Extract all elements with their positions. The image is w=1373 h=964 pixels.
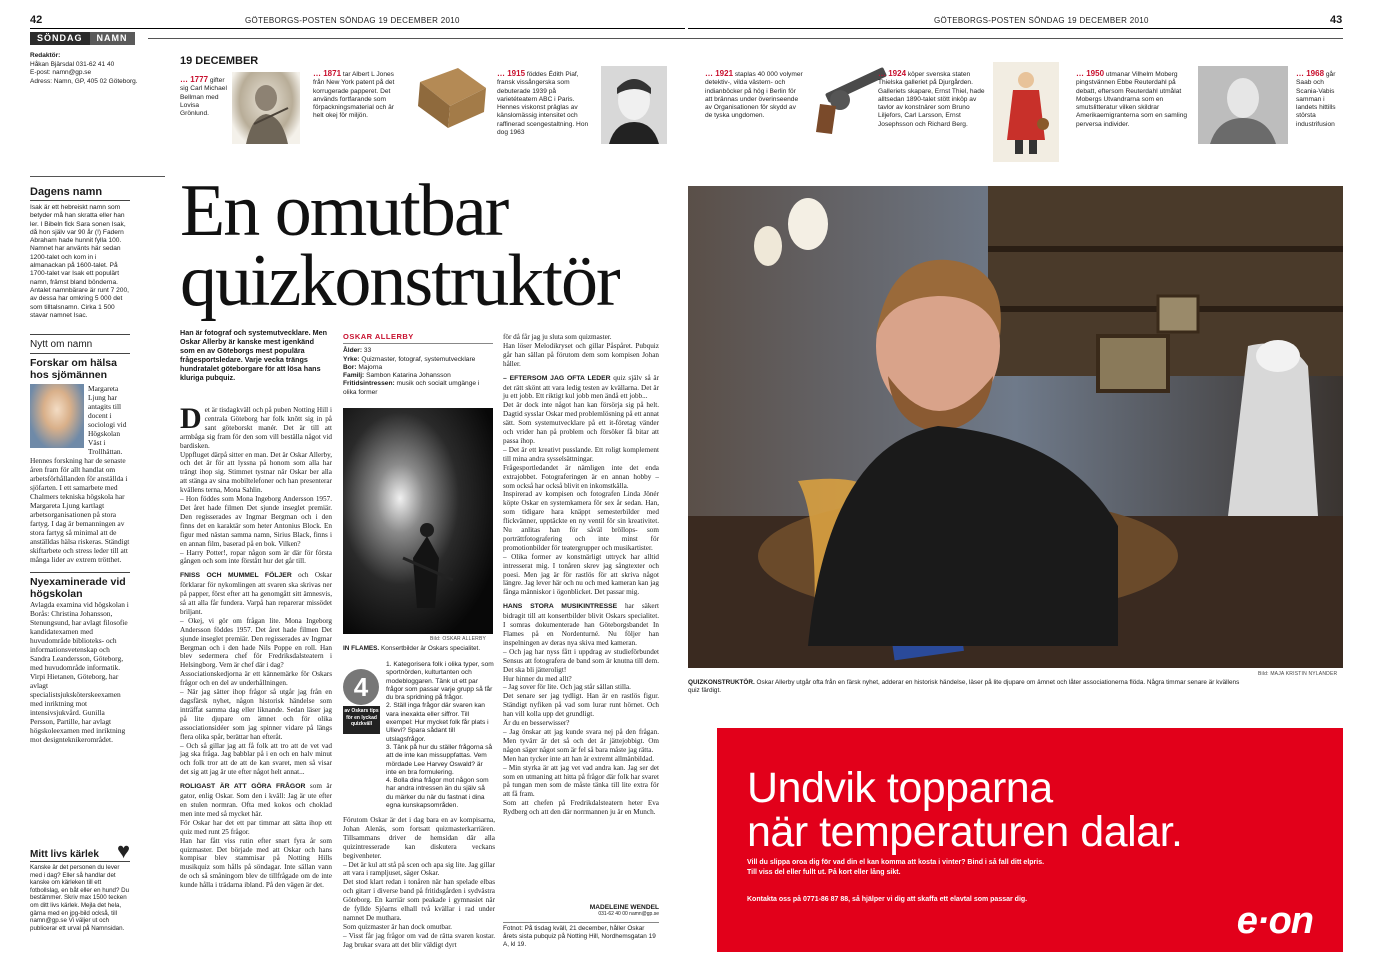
karlek-box: [30, 838, 130, 932]
piaf-portrait: [601, 66, 667, 144]
history-item: … 1871 tar Albert L Jones från New York patent på det korrugerade papperet. Det används fortfarande som förpackningsmaterial och är helt okej för miljön.: [313, 69, 395, 120]
editor-name: Håkan Bjärsdal 031-62 41 40: [30, 60, 115, 68]
article-column-1: D et är tisdagkväll och på puben Notting Hill i centrala Göteborg har folk knôtt sig in på sant göteborskt manér. Det är till att armbåga sig fram för den som vill beställa något vid bardisken. Uppfluget därpå sitter en man. Det är Oskar Allerby, och det är för att lyssna på honom som alla har trängt ihop sig. Stimmet tystnar när Oskar ber alla att stänga av sina mobiltelefoner och han presenterar kvällens terna, Mona Sahlin. – Hon föddes som Mona Ingeborg Andersson 1957. Det året hade filmen Det sjunde inseglet premiär. Den regisserades av Ingmar Bergman och i den finns det en karaktär som heter Antonius Block. En figur med nästan samma namn, Sirius Black, finns i en annan film, baserad på en bok. Vilken? – Harry Potter!, ropar någon som är där för första gången och som inte förstått hur det går till. FNISS OCH MUMMEL FÖLJER och Oskar förklarar för nykomlingen att svaren ska skrivas ner på papper, först efter att ha genomgått sitt ämnesvis, så att alla får fundera. Varpå han reparerar missödet briljant. – Okej, vi gör om frågan lite. Mona Ingeborg Andersson föddes 1957. Det året hade filmen Det sjunde inseglet premiär. Den regisserades av Ingmar Bergman och i den hade Nils Poppe en roll. Han blev sedermera chef för Fredriksdalsteatern i Helsingborg. Vem är chef där i dag? Associationskedjorna är ett kännemärke för Oskars frågor och en del av underhållningen. – När jag sätter ihop frågor så utgår jag från en dagsfärsk nyhet, någon historisk händelse som inträffat samma dag eller liknande. Sedan läser jag på lite djupare om ämnet och för olika associationsidéer som jag spinner vidare på längs flera olika spår, berättar han efteråt. – Och så gillar jag att få folk att tro att de vet vad jag ska fråga. Jag babblar på i en och en halv minut och folk tror att de att de kan svaret, men så visar det sig att jag är ute efter något helt annat... ROLIGAST ÄR ATT GÖRA FRÅGOR som är gator, enlig Oskar. Som den i kväll: Jag är ute efter en stulen normran. Ofta med kokos och choklad men inte med så mycket här. För Oskar har det ett par timmar att sätta ihop ett quiz med runt 25 frågor. Han har fått viss rutin efter snart fyra år som quizmaster. Det började med att Oskar och hans kompisar blev stammisar på Notting Hills musikquiz som hålls på söndagar. Inte sällan vann de och så småningom blev de tillfrågade om de inte kunde hålla i trädarna ibland. På den vägen är det.: [180, 402, 333, 890]
eon-advertisement[interactable]: [717, 728, 1343, 952]
article-headline: En omutbar quizkonstruktör: [180, 170, 619, 322]
right-running-head: GÖTEBORGS-POSTEN SÖNDAG 19 DECEMBER 2010: [934, 16, 1149, 25]
left-column: [30, 186, 130, 744]
main-photo: [688, 186, 1343, 668]
section-sondag: SÖNDAG: [30, 32, 90, 45]
nytt-text: Margareta Ljung har antagits till docent i sociologi vid Högskolan Väst i Trollhättan. Hennes forskning har de senaste åren fram för allt handlat om arbetsförhållanden för anställda i sjöfarten. I ett samarbete med Chalmers tekniska högskola har Margareta Ljung kartlagt arbetsorganisationen på stora fartyg. I dag är bemanningen av stora fartyg så minimal att de anställdas hälsa riskeras. Ständigt skiftarbete och stress leder till att många lider av extrem trötthet.: [30, 384, 130, 565]
main-photo-credit: Bild: MAJA KRISTIN NYLANDER: [1258, 671, 1338, 677]
nyex-title: Nyexaminerade vid högskolan: [30, 576, 126, 601]
tips-number: 4: [343, 669, 379, 705]
history-item: … 1950 utmanar Vilhelm Moberg pingstvännen Ebbe Reuterdahl på debatt, eftersom Reuterdahl utmålat Mobergs Utvandrarna som en smutslitteratur vilken skildrar Amerikaemigranterna som en samling perversa individer.: [1076, 69, 1188, 128]
subhead: FNISS OCH MUMMEL FÖLJER: [180, 572, 292, 580]
nyex-text: Avlagda examina vid högskolan i Borås: Christina Johansson, Stenungsund, har avlagt filosofie kandidatexamen med huvudområde biblioteks- och informationsvetenskap och Sandra Leandersson, Göteborg, med huvudområde informatik. Virpi Hietanen, Göteborg, har avlagt specialistsjuksköterskeexamen med inriktning mot intensivsjukvård. Gunilla Persson, Partille, har avlagt högskoleexamen med inriktning mot designteknikerområdet.: [30, 600, 129, 745]
section-rule: [148, 38, 1343, 39]
dagens-namn-title: Dagens namn: [30, 186, 103, 198]
editor-address: Adress: Namn, GP, 405 02 Göteborg.: [30, 77, 138, 85]
history-item: … 1921 staplas 40 000 volymer detektiv-, vilda västern- och indianböcker på hög i Berlin för att brännas under överinseende av Organisationen för skydd av de tyska ungdomen.: [705, 69, 803, 120]
drop-cap: D: [180, 402, 202, 435]
nytt-title: Forskar om hälsa hos sjömännen: [30, 357, 117, 382]
karlek-title: Mitt livs kärlek: [30, 849, 99, 860]
top-rule-right: [688, 28, 1343, 29]
ad-headline: Undvik topparna när temperaturen dalar.: [747, 764, 1183, 856]
subhead: ROLIGAST ÄR ATT GÖRA FRÅGOR: [180, 783, 306, 791]
fact-head: OSKAR ALLERBY: [343, 333, 493, 344]
left-running-head: GÖTEBORGS-POSTEN SÖNDAG 19 DECEMBER 2010: [245, 16, 460, 25]
tips-list: 1. Kategorisera folk i olika typer, som sportnörden, kulturtanten och modebloggaren. Tänk ut ett par frågor som passar varje grupp så får du bra spridning på frågor. 2. Ställ inga frågor där svaren kan vara inexakta eller siffror. Till exempel: Hur mycket folk får plats i Ullevi? Spara sådant till utslagsfrågor. 3. Tänk på hur du ställer frågorna så att de inte kan missuppfattas. Vem mördade Lee Harvey Oswald? är inte en bra formulering. 4. Bolla dina frågor mot någon som har andra intressen än du själv så du märker du när du fastnat i dina egna kunskapsområden.: [386, 661, 494, 810]
moberg-portrait: [1198, 66, 1288, 144]
history-item: … 1777 gifter sig Carl Michael Bellman med Lovisa Grönlund.: [180, 75, 227, 118]
heart-icon: ♥: [116, 838, 130, 863]
carl-larsson-painting: [993, 62, 1059, 162]
subhead: HANS STORA MUSIKINTRESSE: [503, 603, 618, 611]
ad-body: Vill du slippa oroa dig för vad din el kan komma att kosta i vinter? Bind i så fall ditt elpris. Till viss del eller fullt ut. På kort eller lång sikt.: [747, 859, 1045, 876]
history-item: … 1924 köper svenska staten Thielska galleriet på Djurgården. Galleriets skapare, Ernst Thiel, hade alltsedan 1890-talet stött inköp av tavlor av konstnärer som Bruno Liljefors, Carl Larsson, Ernst Josephsson och Richard Berg.: [878, 69, 985, 128]
main-photo-caption: QUIZKONSTRUKTÖR. Oskar Allerby utgår ofta från en färsk nyhet, adderar en historisk händelse, läser på lite djupare om ämnet och låter associationerna flöda. Några timmar senare är kvällens quiz färdigt.: [688, 679, 1240, 694]
eon-logo: e·on: [1236, 900, 1313, 942]
history-year: … 1777: [180, 75, 209, 84]
byline-name: MADELEINE WENDEL: [589, 904, 659, 911]
concert-photo: [343, 408, 493, 634]
editor-box: [30, 52, 170, 86]
strip-rule: [30, 176, 165, 177]
right-page-number: 43: [1330, 14, 1343, 26]
subhead: – EFTERSOM JAG OFTA LEDER: [503, 374, 611, 382]
docent-photo: [30, 384, 84, 448]
byline-contact: 031-62 40 00 namn@gp.se: [598, 911, 659, 917]
ad-contact: Kontakta oss på 0771-86 87 88, så hjälper vi dig att skaffa ett elavtal som passar dig.: [747, 896, 1028, 903]
editor-email: E-post: namn@gp.se: [30, 69, 92, 76]
concert-caption: IN FLAMES. Konsertbilder är Oskars specialitet.: [343, 645, 481, 652]
tips-label: av Oskars tips för en lyckad quizkväll: [343, 706, 380, 734]
section-namn: NAMN: [90, 32, 135, 45]
section-tag: [30, 32, 135, 45]
cardboard-box-image: [410, 62, 492, 134]
bellman-portrait: [232, 72, 300, 144]
history-item: … 1968 går Saab och Scania-Vabis samman i landets hittills största industrifusion: [1296, 69, 1336, 128]
dagens-namn-text: Isak är ett hebreiskt namn som betyder må han skratta eller han ler. I Bibeln fick Sara sonen Isak, då hon själv var 90 år (!) Fadern Abraham hade hunnit fylla 100. Namnet har använts här sedan 1200-talet och kom in i almanackan på 1600-talet. På 1700-talet var Isak ett populärt namn, främst bland bönderna. Antalet namnbärare är runt 7 200, av dessa har omkring 5 000 det som tilltalsnamn. Cirka 1 500 stavar namnet Isac.: [30, 204, 129, 319]
top-rule-left: [30, 28, 685, 29]
nytt-om-namn-label: Nytt om namn: [30, 339, 93, 351]
history-date: 19 DECEMBER: [180, 55, 259, 67]
editor-label: Redaktör:: [30, 52, 61, 59]
concert-credit: Bild: OSKAR ALLERBY: [430, 636, 487, 642]
byline: [503, 904, 659, 917]
left-page-number: 42: [30, 14, 43, 26]
history-item: … 1915 föddes Édith Piaf, fransk vissångerska som debuterade 1939 på varietéteatern ABC i Paris. Hennes viskonst präglas av känslomässig intensitet och raffinerad scengestaltning. Hon dog 1963: [497, 69, 589, 137]
article-ingress: Han är fotograf och systemutvecklare. Men Oskar Allerby är kanske mest igenkänd som en av Göteborgs mest populära frågesportsledare. Varje vecka trängs hundratalet göteborgare för att lösa hans kluriga pubquiz.: [180, 328, 327, 382]
karlek-text: Kanske är det personen du lever med i dag? Eller så handlar det kanske om kärleken till ett fotbollslag, en båt eller en hund? Du bestämmer. Skriv max 1500 tecken om ditt livs kärlek. Mejla det hela, gärna med en jpg-bild också, till namn@gp.se Vi väljer ut och publicerar ett urval på Namnsidan.: [30, 864, 130, 932]
article-column-3: för då får jag ju sluta som quizmaster. Han löser Melodikryset och gillar Påspåret. Pubquiz går han sällan på förutom dem som kompisen Johan håller. – EFTERSOM JAG OFTA LEDER quiz själv så är det rätt skönt att vara ledig testen av kvällarna. Det är ju ett jobb. Ett riktigt kul jobb men ändå ett jobb... Det är dock inte något han kan försörja sig på helt. Dagtid sysslar Oskar med problemlösning på ett annat sätt. Som systemutvecklare på ett it-företag vänder och vrider han på problem och försöker få bitar att passa ihop. – Det är ett kreativt pusslande. Ett roligt komplement till mina andra sysselsättningar. Frågesportledandet är nämligen inte det enda extrajobbet. Fotograferingen är en annan hobby – som också har också blivit en inkomstkälla. Inspirerad av kompisen och fotografen Linda Jönér köpte Oskar en systemkamera för sex år sedan. Han, som tidigare hara knäppt semesterbilder med flickvänner, upptäckte en ny ventil för sin kreativitet. Nu anlitas han för såväl bröllops- som porträttfotografering och inte minst för promotionbilder för teatergrupper och musikartister. – Olika former av konstnärligt uttryck har alltid intresserat mig. I tonåren skrev jag sångtexter och poesi. Men jag är för rastlös för att skriva något längre. Jag lever här och nu och med kameran kan jag fånga människor i ögonblicket. Det passar mig. HANS STORA MUSIKINTRESSE har säkert bidragit till att konsertbilder blivit Oskars specialitet. I somras dokumenterade han Göteborgsbandet In Flames på en Nordenturné. Nu följer han inspelningen av deras nya skiva med kameran. – Och jag har nyss fått i uppdrag av studieförbundet Sensus att fotografera de band som är knutna till dem. Det ska bli jätteroligt! Hur hinner du med allt? – Jag sover för lite. Och jag står sällan stilla. Det senare ser jag tydligt. Han är en rastlös figur. Ständigt nyfiken på vad som lurar runt hörnet. Och han vill kolla upp det grundligt. Är du en besserwisser? – Jag önskar att jag kunde svara nej på den frågan. Men tyvärr är det så och det är jättejobbigt. Om någon säger något som är fel så bara måste jag rätta. Men han tycker inte att han är extremt allmänbildad. – Min styrka är att jag vet vad andra kan. Jag ser det som en utmaning att hitta på frågor där folk har svaret på tungan men som de måste tänka till lite extra för att få fram. Som att chefen på Fredrikdalsteatern heter Eva Rydberg och att den där norrmannen ju är en Munch.: [503, 333, 660, 817]
fotnot: Fotnot: På tisdag kväll, 21 december, håller Oskar årets sista pubquiz på Notting Hill, Nordhemsgatan 19 A, kl 19.: [503, 922, 659, 949]
article-column-2: Förutom Oskar är det i dag bara en av kompisarna, Johan Alenäs, som fortsatt quizmasterkarriären. Tillsammans driver de hemsidan där alla quizintresserade kan diskutera veckans begivenheter. – Det är kul att stå på scen och apa sig lite. Jag gillar att vara i rampljuset, säger Oskar. Det stod klart redan i tonåren när han spelade elbas och gitarr i diverse band på fritidsgården i sydvästra Göteborg. En karriär som peakade i gymnasiet när de fyllde Sjöarns elhall två kvällar i rad under namnet De muthara. Som quizmaster är han dock omutbar. – Visst får jag frågor om vad de rätta svaren kostar. Jag brukar svara att det blir väldigt dyrt: [343, 816, 495, 949]
fact-box: OSKAR ALLERBY Ålder: 33 Yrke: Quizmaster, fotograf, systemutvecklare Bor: Majorna Familj: Sambon Katarina Johansson Fritidsintressen: musik och socialt umgänge i olika former: [343, 333, 493, 397]
